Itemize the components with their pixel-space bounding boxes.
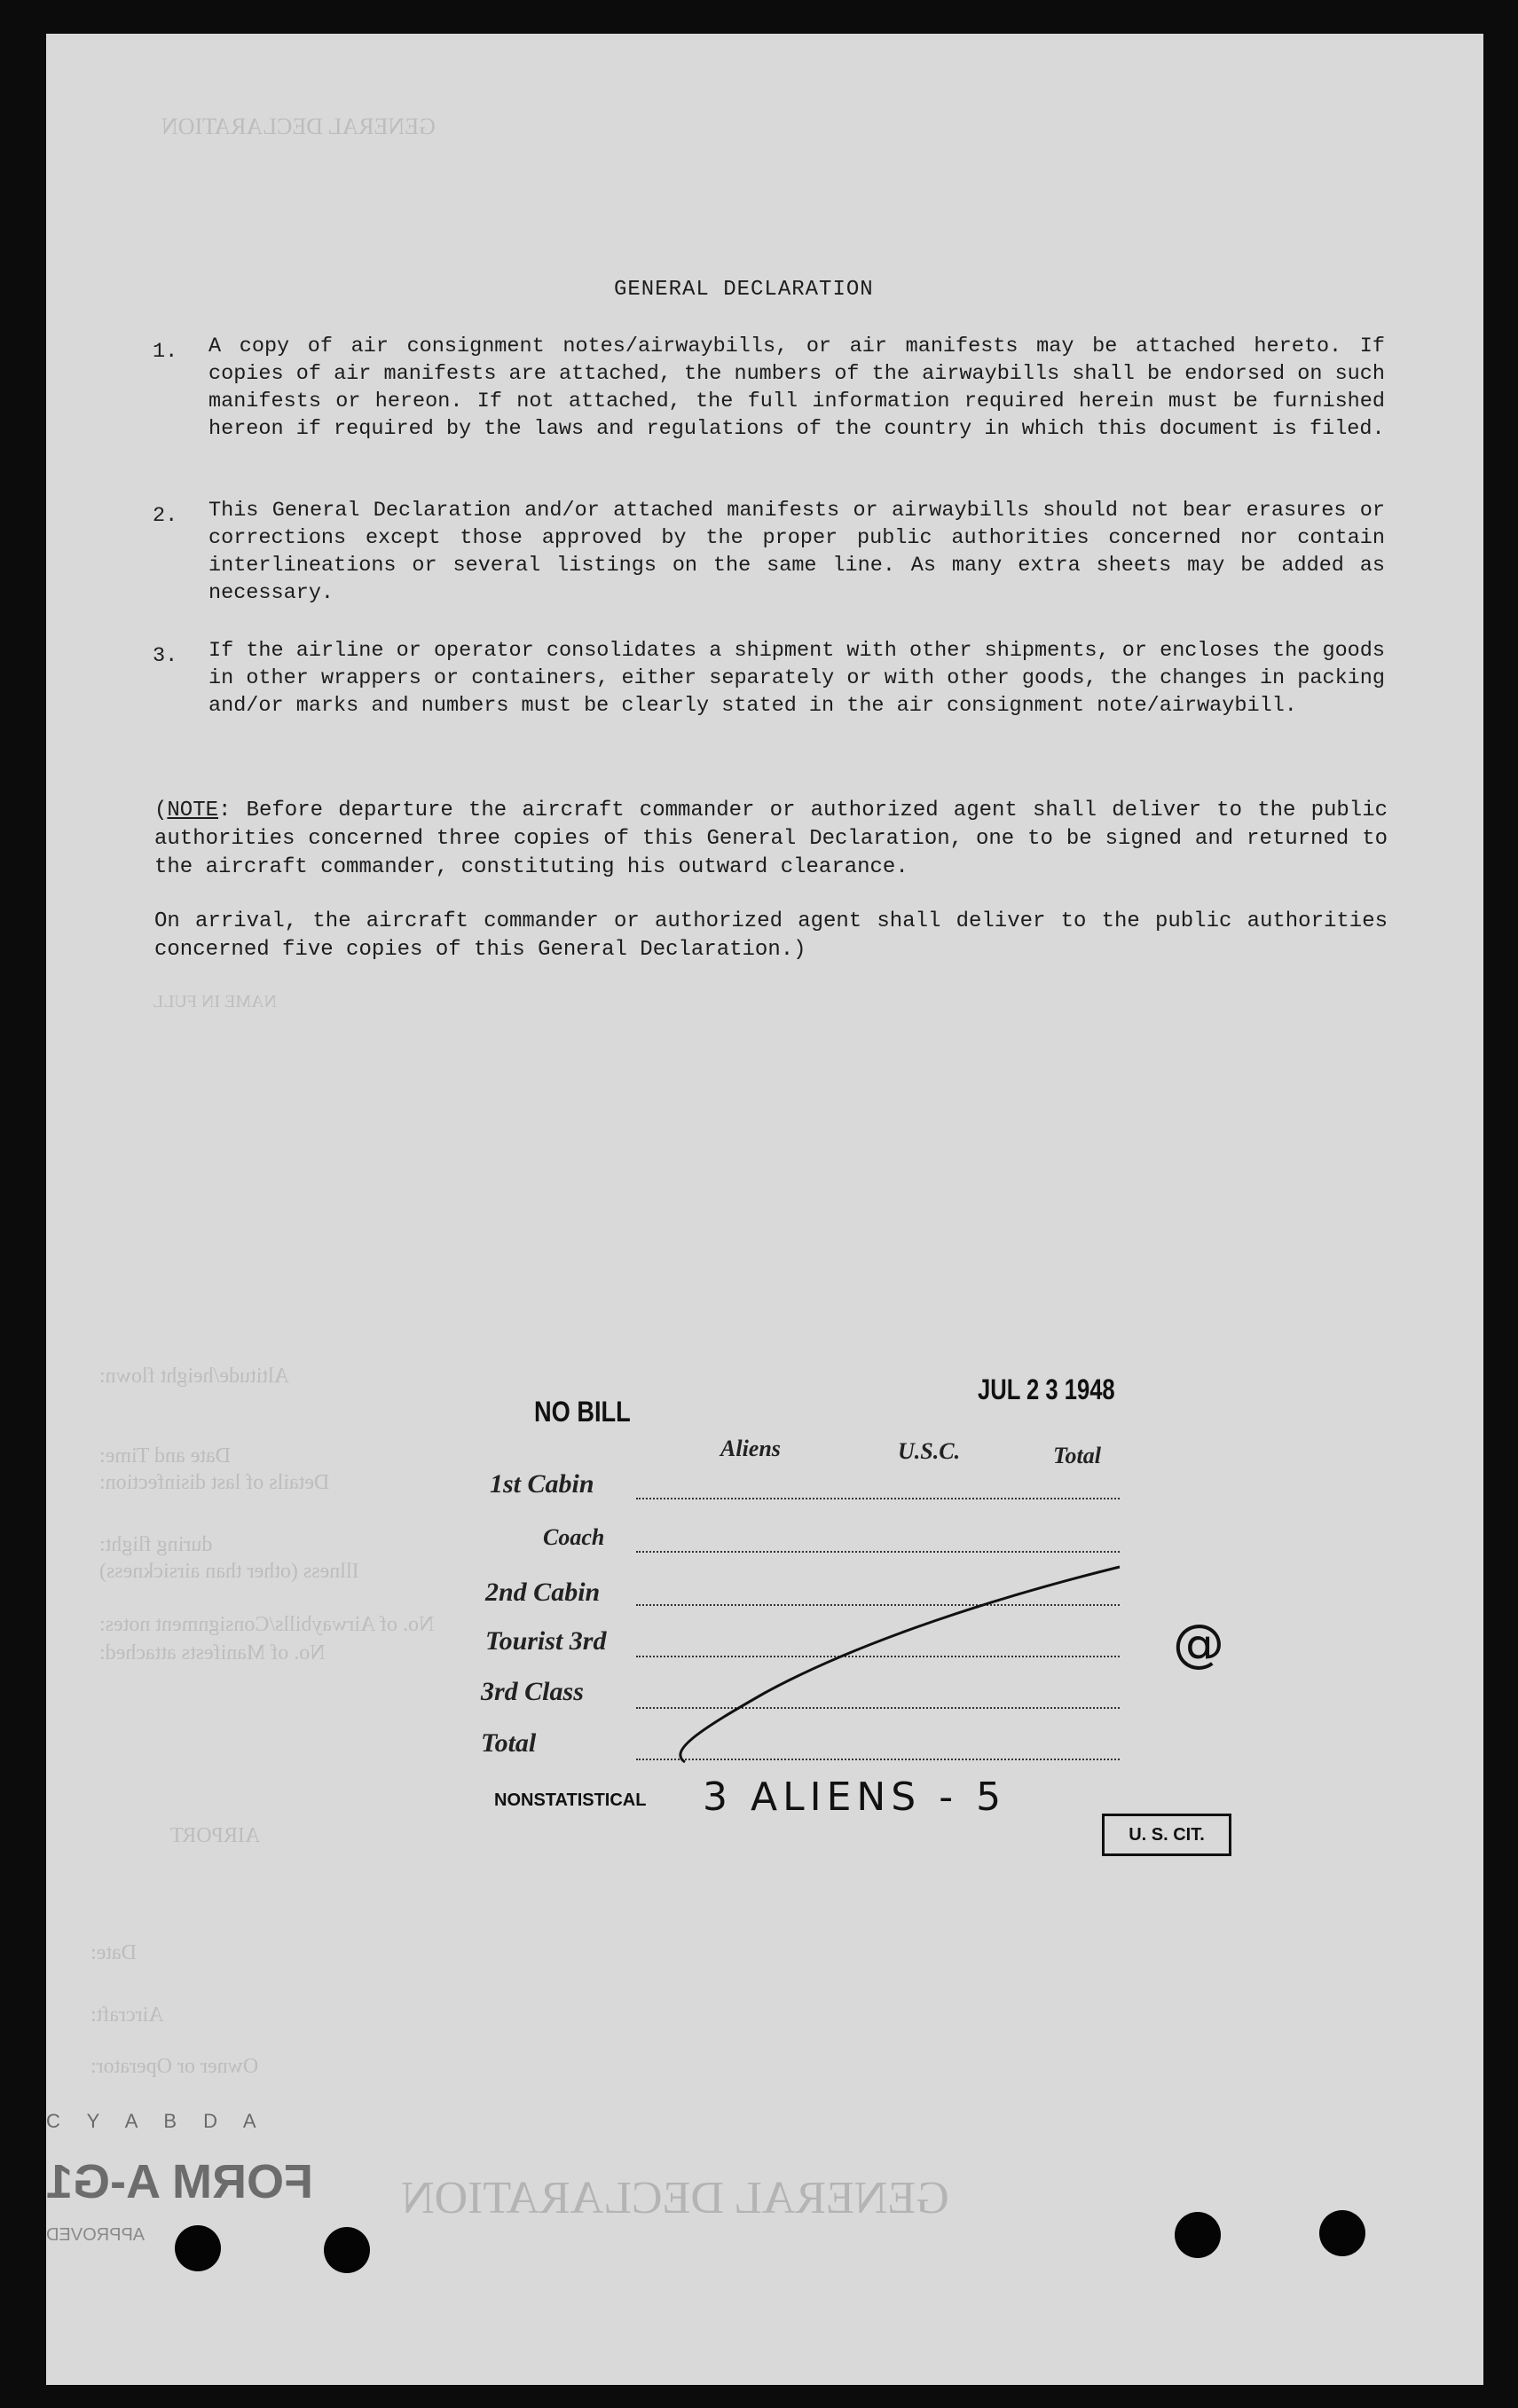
row-label: 2nd Cabin bbox=[485, 1578, 601, 1607]
item-number: 1. bbox=[153, 340, 178, 364]
us-cit-box: U. S. CIT. bbox=[1102, 1814, 1231, 1856]
bleed-through-general-declaration: GENERAL DECLARATION bbox=[401, 2173, 949, 2223]
handwritten-count: 3 ALIENS - 5 bbox=[703, 1775, 1007, 1820]
punch-hole bbox=[1319, 2210, 1365, 2256]
item-number: 3. bbox=[153, 644, 178, 668]
column-usc: U.S.C. bbox=[898, 1438, 961, 1464]
row-label: 3rd Class bbox=[481, 1677, 584, 1706]
arrival-paragraph: On arrival, the aircraft commander or authorized agent shall deliver to the public authorities concerned five copies of this General Declaration.) bbox=[154, 909, 1388, 962]
bleed-through-form-letters: C Y A B D A bbox=[46, 2110, 267, 2132]
circled-mark: @ bbox=[1173, 1613, 1224, 1673]
bleed-through-label: during flight: bbox=[99, 1533, 213, 1556]
punch-hole bbox=[1175, 2212, 1221, 2258]
bleed-through-label: AIRPORT bbox=[170, 1824, 261, 1847]
column-aliens: Aliens bbox=[720, 1436, 781, 1461]
no-bill-stamp: NO BILL bbox=[534, 1396, 631, 1428]
bleed-through-label: Altitude/height flown: bbox=[99, 1365, 289, 1388]
row-label: Tourist 3rd bbox=[485, 1626, 607, 1656]
bleed-through-label: No. of Manifests attached: bbox=[99, 1641, 326, 1664]
date-stamp: JUL 2 3 1948 bbox=[978, 1373, 1115, 1405]
bleed-through-label: Aircraft: bbox=[90, 2003, 164, 2026]
bleed-through-label: Date: bbox=[90, 1941, 137, 1964]
document-page bbox=[46, 34, 1483, 2385]
row-label: 1st Cabin bbox=[490, 1469, 594, 1499]
column-total: Total bbox=[1053, 1443, 1101, 1468]
item-number: 2. bbox=[153, 504, 178, 528]
row-label: Coach bbox=[543, 1524, 605, 1550]
note-label: NOTE bbox=[167, 799, 219, 822]
note-paragraph: (NOTE: Before departure the aircraft commander or authorized agent shall deliver to the public authorities concerned three copies of this General Declaration, one to be signed and returned to the aircraft commander, constituting his outward clearance. bbox=[154, 799, 1388, 879]
row-label: Total bbox=[481, 1728, 537, 1758]
punch-hole bbox=[175, 2225, 221, 2271]
item-text: This General Declaration and/or attached manifests or airwaybills should not bear erasures or corrections except those approved by the proper public authorities concerned nor contain interlineations or several listings on the same line. As many extra sheets may be added as necessary. bbox=[208, 499, 1385, 605]
item-text: A copy of air consignment notes/airwaybills, or air manifests may be attached hereto. If copies of air manifests are attached, the numbers of the airwaybills shall be endorsed on such manifests or hereon. If not attached, the full information required herein must be furnished hereon if required by the laws and regulations of the country in which this document is filed. bbox=[208, 334, 1385, 441]
row-line bbox=[636, 1498, 1120, 1499]
bleed-through-header: GENERAL DECLARATION bbox=[161, 114, 436, 139]
bleed-through-label: Illness (other than airsickness) bbox=[99, 1560, 359, 1583]
nonstatistical-label: NONSTATISTICAL bbox=[494, 1790, 647, 1810]
bleed-through-label: Details of last disinfection: bbox=[99, 1471, 330, 1494]
bleed-through-label: No. of Airwaybills/Consignment notes: bbox=[99, 1613, 435, 1636]
pen-stroke bbox=[632, 1560, 1129, 1782]
bleed-through-approved: APPROVED bbox=[46, 2225, 146, 2245]
bleed-through-label: Owner or Operator: bbox=[90, 2055, 259, 2078]
punch-hole bbox=[324, 2227, 370, 2273]
document-title: GENERAL DECLARATION bbox=[614, 278, 874, 302]
row-line bbox=[636, 1551, 1120, 1553]
bleed-through-label: Date and Time: bbox=[99, 1444, 231, 1468]
bleed-through-label: NAME IN FULL bbox=[153, 992, 277, 1011]
item-text: If the airline or operator consolidates a shipment with other shipments, or encloses the goods in other wrappers or containers, either separately or with other goods, the changes in packing and/or marks and numbers must be clearly stated in the air consignment note/airwaybill. bbox=[208, 639, 1385, 718]
bleed-through-form-label: FORM A-G1 bbox=[46, 2155, 313, 2208]
